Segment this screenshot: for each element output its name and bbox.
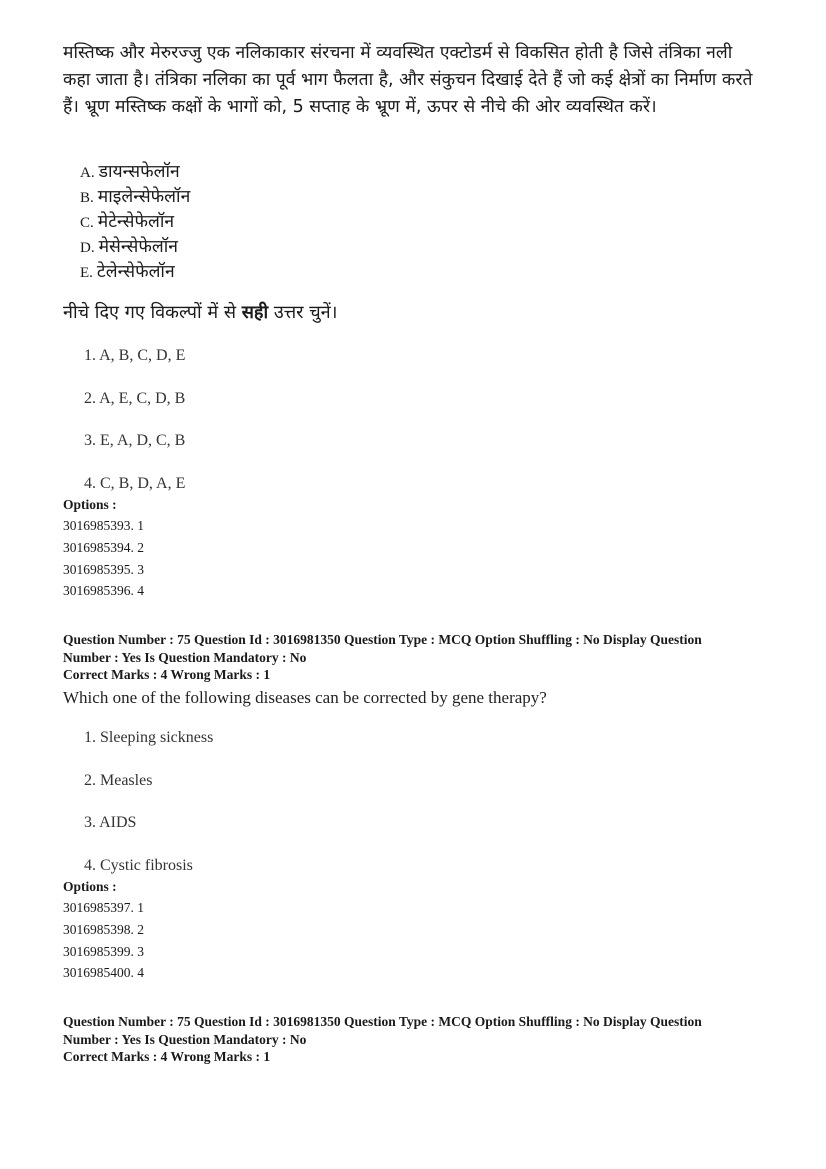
question-meta (63, 1013, 783, 1066)
meta-line: Question Number : 75 Question Id : 3016981350 Question Type : MCQ Option Shuffling : No Display Question (63, 632, 702, 647)
list-item (80, 160, 190, 185)
answer-choice: 4. C, B, D, A, E (84, 474, 186, 492)
instruction-pre: नीचे दिए गए विकल्पों में से (63, 302, 242, 323)
option-id: 3016985397. 1 (63, 900, 144, 915)
option-id: 3016985398. 2 (63, 921, 144, 937)
instruction-post: उत्तर चुनें। (268, 302, 338, 323)
list-item (80, 235, 190, 260)
answer-choices (84, 346, 185, 516)
meta-line: Correct Marks : 4 Wrong Marks : 1 (63, 1049, 271, 1064)
meta-line: Question Number : 75 Question Id : 3016981350 Question Type : MCQ Option Shuffling : No Display Question (63, 1014, 702, 1029)
item-text: मेसेन्सेफेलॉन (98, 237, 178, 257)
meta-line: Number : Yes Is Question Mandatory : No (63, 1031, 307, 1047)
answer-instruction (63, 300, 337, 324)
option-id: 3016985395. 3 (63, 561, 144, 577)
item-text: डायन्सफेलॉन (98, 162, 180, 182)
item-label: C. (80, 215, 94, 231)
option-id: 3016985394. 2 (63, 539, 144, 555)
list-item (80, 185, 190, 210)
item-label: A. (80, 165, 95, 181)
option-ids-list (63, 897, 144, 984)
answer-choice: 3. E, A, D, C, B (84, 432, 186, 449)
item-label: D. (80, 240, 95, 256)
question-meta (63, 631, 783, 684)
options-heading: Options : (63, 497, 117, 512)
option-id: 3016985393. 1 (63, 518, 144, 533)
item-label: B. (80, 190, 94, 206)
list-item (80, 260, 190, 285)
brain-parts-list (80, 160, 190, 285)
answer-choice: 4. Cystic fibrosis (84, 856, 193, 874)
answer-choice: 1. Sleeping sickness (84, 729, 214, 746)
options-heading: Options : (63, 879, 117, 894)
meta-line: Number : Yes Is Question Mandatory : No (63, 649, 307, 665)
question-text: Which one of the following diseases can be corrected by gene therapy? (63, 688, 547, 707)
answer-choice: 2. Measles (84, 771, 153, 789)
answer-choice: 3. AIDS (84, 814, 137, 831)
meta-line: Correct Marks : 4 Wrong Marks : 1 (63, 667, 271, 682)
item-text: माइलेन्सेफेलॉन (97, 187, 191, 207)
item-text: मेटेन्सेफेलॉन (97, 212, 175, 232)
list-item (80, 210, 190, 235)
question-stem-hindi: मस्तिष्क और मेरुरज्जु एक नलिकाकार संरचना में व्यवस्थित एक्टोडर्म से विकसित होती है जिसे तंत्रिका नली कहा जाता है। तंत्रिका नलिका का पूर्व भाग फैलता है, और संकुचन दिखाई देते हैं जो कई क्षेत्रों का निर्माण करते हैं। भ्रूण मस्तिष्क कक्षों के भागों को, 5 सप्ताह के भ्रूण में, ऊपर से नीचे की ओर व्यवस्थित करें। (63, 43, 753, 117)
answer-choice: 1. A, B, C, D, E (84, 347, 186, 364)
item-label: E. (80, 265, 93, 281)
option-ids-list (63, 515, 144, 602)
answer-choices (84, 728, 213, 898)
option-id: 3016985400. 4 (63, 965, 144, 981)
answer-choice: 2. A, E, C, D, B (84, 389, 186, 407)
option-id: 3016985396. 4 (63, 583, 144, 599)
item-text: टेलेन्सेफेलॉन (96, 262, 175, 282)
option-id: 3016985399. 3 (63, 943, 144, 959)
instruction-emphasis: सही (241, 302, 269, 323)
